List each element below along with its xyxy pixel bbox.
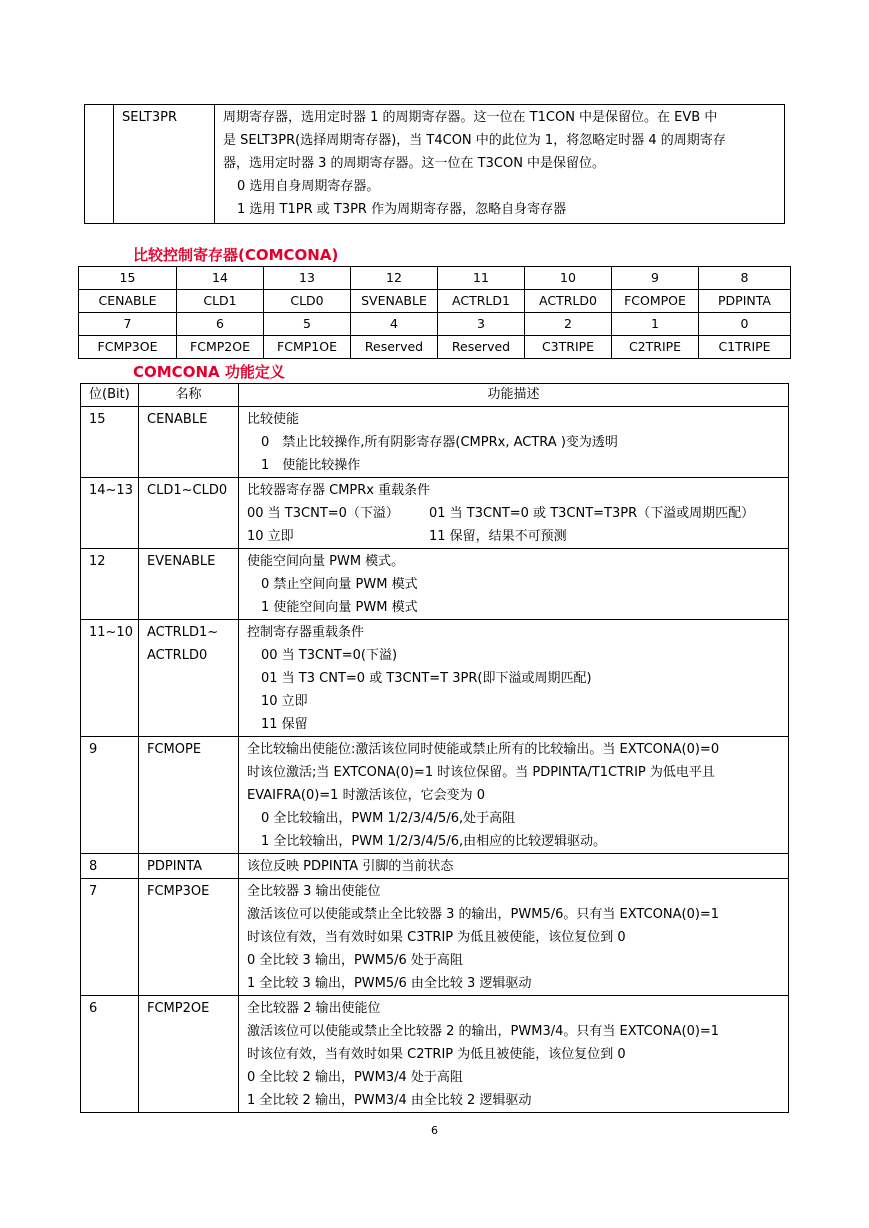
bit-name-cell: SVENABLE — [351, 290, 438, 313]
description-line: 1 全比较输出，PWM 1/2/3/4/5/6,由相应的比较逻辑驱动。 — [261, 834, 607, 849]
register-row — [79, 336, 791, 359]
bit-name-cell: ACTRLD1 — [438, 290, 525, 313]
description-line: 0 全比较输出，PWM 1/2/3/4/5/6,处于高阻 — [261, 811, 516, 826]
description-line: 时该位激活;当 EXTCONA(0)=1 时该位保留。当 PDPINTA/T1CTRIP 为低电平且 — [247, 765, 715, 780]
reload-option: 11 保留，结果不可预测 — [429, 529, 567, 544]
description-cell — [239, 737, 789, 854]
description-cell — [239, 854, 789, 879]
bit-number-cell: 14 — [177, 267, 264, 290]
description-line: 器，选用定时器 3 的周期寄存器。这一位在 T3CON 中是保留位。 — [223, 156, 606, 171]
field-name: CENABLE — [147, 412, 208, 427]
table-row — [81, 407, 789, 478]
table-row — [85, 105, 785, 224]
description-line: 全比较器 3 输出使能位 — [247, 884, 381, 899]
register-row — [79, 267, 791, 290]
reload-option: 00 当 T3CNT=0（下溢） — [247, 506, 399, 521]
bit-cell: 8 — [89, 859, 98, 874]
header-bit: 位(Bit) — [81, 384, 139, 407]
table-header-row — [81, 384, 789, 407]
bit-number-cell: 4 — [351, 313, 438, 336]
reload-option-pair — [247, 502, 784, 525]
table-row — [81, 996, 789, 1113]
bit-name-cell: Reserved — [351, 336, 438, 359]
bit-number-cell: 7 — [79, 313, 177, 336]
bit-name-cell: C2TRIPE — [612, 336, 699, 359]
description-line: 0 全比较 3 输出，PWM5/6 处于高阻 — [247, 953, 463, 968]
field-name: EVENABLE — [147, 554, 216, 569]
description-cell — [239, 996, 789, 1113]
table-row — [81, 854, 789, 879]
register-bit-table — [78, 266, 791, 359]
header-description: 功能描述 — [239, 384, 789, 407]
field-name: FCMP3OE — [147, 884, 210, 899]
bit-name-cell: CENABLE — [79, 290, 177, 313]
bit-number-cell: 11 — [438, 267, 525, 290]
register-row — [79, 313, 791, 336]
bit-cell: 9 — [89, 742, 98, 757]
description-line: 全比较输出使能位:激活该位同时使能或禁止所有的比较输出。当 EXTCONA(0)=0 — [247, 742, 720, 757]
register-row — [79, 290, 791, 313]
bit-name-cell: FCOMPOE — [612, 290, 699, 313]
field-name: FCMOPE — [147, 742, 202, 757]
bit-number-cell: 13 — [264, 267, 351, 290]
description-line: 使能空间向量 PWM 模式。 — [247, 554, 405, 569]
page-number: 6 — [431, 1124, 438, 1137]
description-cell — [239, 549, 789, 620]
bit-number-cell: 12 — [351, 267, 438, 290]
bit-name-cell: CLD1 — [177, 290, 264, 313]
bit-name-cell: C3TRIPE — [525, 336, 612, 359]
field-name: CLD1~CLD0 — [147, 483, 228, 498]
bit-number-cell: 15 — [79, 267, 177, 290]
table-row — [81, 620, 789, 737]
field-name: FCMP2OE — [147, 1001, 210, 1016]
description-line: 比较使能 — [247, 412, 300, 427]
description-line: 是 SELT3PR(选择周期寄存器)，当 T4CON 中的此位为 1，将忽略定时器 4 的周期寄存 — [223, 133, 726, 148]
bit-name-cell: FCMP1OE — [264, 336, 351, 359]
table-row — [81, 879, 789, 996]
header-name: 名称 — [139, 384, 239, 407]
bit-name-cell: FCMP3OE — [79, 336, 177, 359]
description-line: 11 保留 — [261, 717, 308, 732]
description-line: 1 全比较 2 输出，PWM3/4 由全比较 2 逻辑驱动 — [247, 1093, 532, 1108]
bit-number-cell: 5 — [264, 313, 351, 336]
bit-cell: 7 — [89, 884, 98, 899]
description-line: 1 全比较 3 输出，PWM5/6 由全比较 3 逻辑驱动 — [247, 976, 532, 991]
description-line: 激活该位可以使能或禁止全比较器 2 的输出，PWM3/4。只有当 EXTCONA(0)=1 — [247, 1024, 720, 1039]
description-line: 周期寄存器，选用定时器 1 的周期寄存器。这一位在 T1CON 中是保留位。在 EVB 中 — [223, 110, 718, 125]
description-line: 01 当 T3 CNT=0 或 T3CNT=T 3PR(即下溢或周期匹配) — [261, 671, 592, 686]
bit-number-cell: 2 — [525, 313, 612, 336]
description-line: 比较器寄存器 CMPRx 重载条件 — [247, 483, 431, 498]
bit-cell: 15 — [89, 412, 106, 427]
bit-cell: 6 — [89, 1001, 98, 1016]
bit-name-cell: Reserved — [438, 336, 525, 359]
description-line: 1 使能空间向量 PWM 模式 — [261, 600, 418, 615]
register-name: SELT3PR — [122, 110, 178, 125]
description-line: 时该位有效，当有效时如果 C2TRIP 为低且被使能，该位复位到 0 — [247, 1047, 626, 1062]
definition-section-title: COMCONA 功能定义 — [133, 363, 285, 381]
reload-option: 01 当 T3CNT=0 或 T3CNT=T3PR（下溢或周期匹配） — [429, 506, 755, 521]
field-name: PDPINTA — [147, 859, 203, 874]
bit-name-cell: C1TRIPE — [699, 336, 791, 359]
empty-bit-cell — [85, 105, 114, 224]
table-row — [81, 737, 789, 854]
selt3pr-table — [84, 104, 785, 224]
bit-number-cell: 1 — [612, 313, 699, 336]
field-name: ACTRLD0 — [147, 648, 208, 663]
description-line: 10 立即 — [261, 694, 308, 709]
description-line: 00 当 T3CNT=0(下溢) — [261, 648, 398, 663]
bit-number-cell: 8 — [699, 267, 791, 290]
description-line: 0 全比较 2 输出，PWM3/4 处于高阻 — [247, 1070, 463, 1085]
bit-cell: 14~13 — [89, 483, 133, 498]
bit-number-cell: 3 — [438, 313, 525, 336]
reload-option: 10 立即 — [247, 529, 294, 544]
bit-name-cell: ACTRLD0 — [525, 290, 612, 313]
description-line: 1 使能比较操作 — [261, 458, 361, 473]
bit-cell: 12 — [89, 554, 106, 569]
definition-table — [80, 383, 789, 1113]
bit-cell: 11~10 — [89, 625, 133, 640]
bit-name-cell: CLD0 — [264, 290, 351, 313]
description-line: 时该位有效，当有效时如果 C3TRIP 为低且被使能，该位复位到 0 — [247, 930, 626, 945]
bit-number-cell: 9 — [612, 267, 699, 290]
description-line: 0 选用自身周期寄存器。 — [237, 179, 380, 194]
bit-number-cell: 0 — [699, 313, 791, 336]
description-line: 激活该位可以使能或禁止全比较器 3 的输出，PWM5/6。只有当 EXTCONA(0)=1 — [247, 907, 720, 922]
table-row — [81, 478, 789, 549]
description-line: 0 禁止空间向量 PWM 模式 — [261, 577, 418, 592]
description-line: 控制寄存器重载条件 — [247, 625, 365, 640]
description-cell — [239, 879, 789, 996]
register-section-title: 比较控制寄存器(COMCONA) — [133, 246, 339, 264]
description-line: 0 禁止比较操作,所有阴影寄存器(CMPRx, ACTRA )变为透明 — [261, 435, 618, 450]
description-line: 该位反映 PDPINTA 引脚的当前状态 — [247, 859, 454, 874]
description-cell — [239, 407, 789, 478]
bit-number-cell: 6 — [177, 313, 264, 336]
description-cell — [239, 478, 789, 549]
description-line: EVAIFRA(0)=1 时激活该位，它会变为 0 — [247, 788, 485, 803]
description-line: 全比较器 2 输出使能位 — [247, 1001, 381, 1016]
description-cell — [215, 105, 785, 224]
bit-name-cell: FCMP2OE — [177, 336, 264, 359]
field-name: ACTRLD1~ — [147, 625, 219, 640]
bit-number-cell: 10 — [525, 267, 612, 290]
description-line: 1 选用 T1PR 或 T3PR 作为周期寄存器，忽略自身寄存器 — [237, 202, 567, 217]
bit-name-cell: PDPINTA — [699, 290, 791, 313]
table-row — [81, 549, 789, 620]
reload-option-pair — [247, 525, 784, 548]
description-cell — [239, 620, 789, 737]
